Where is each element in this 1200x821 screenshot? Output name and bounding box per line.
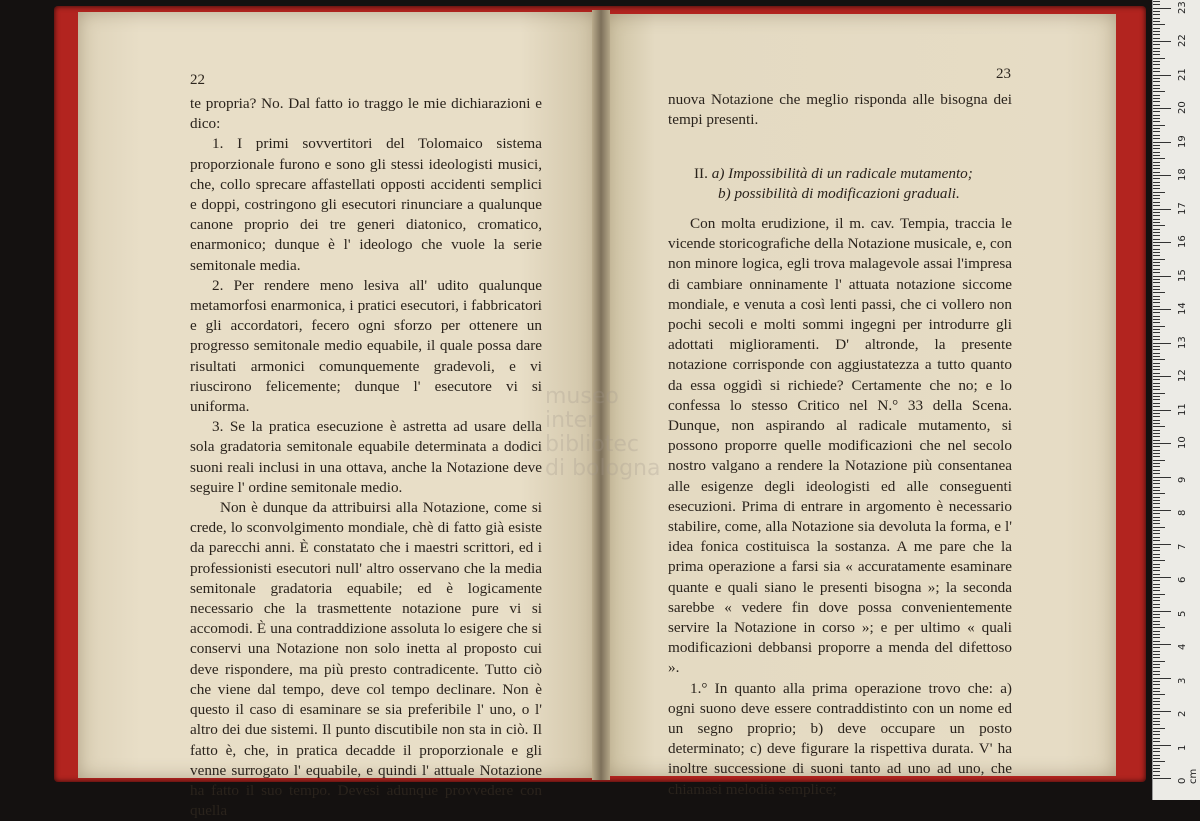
ruler-tick — [1153, 440, 1160, 441]
section-number: II. — [694, 165, 708, 182]
ruler-tick — [1153, 477, 1171, 478]
ruler-tick — [1153, 111, 1160, 112]
ruler-tick — [1153, 383, 1160, 384]
ruler-tick — [1153, 165, 1160, 166]
ruler-tick — [1153, 188, 1160, 189]
ruler-tick — [1153, 517, 1160, 518]
ruler-tick — [1153, 319, 1160, 320]
ruler-tick — [1153, 349, 1160, 350]
ruler-tick — [1153, 356, 1160, 357]
ruler-tick — [1153, 306, 1160, 307]
ruler-tick — [1153, 738, 1160, 739]
ruler-tick — [1153, 651, 1160, 652]
ruler-tick — [1153, 621, 1160, 622]
ruler-tick — [1153, 359, 1165, 360]
ruler-tick — [1153, 644, 1171, 645]
ruler-tick — [1153, 611, 1171, 612]
ruler-tick — [1153, 292, 1165, 293]
ruler-tick — [1153, 145, 1160, 146]
ruler-tick — [1153, 678, 1171, 679]
ruler-tick — [1153, 637, 1160, 638]
ruler-number: 4 — [1177, 643, 1188, 650]
ruler-tick — [1153, 242, 1171, 243]
ruler-tick — [1153, 336, 1160, 337]
ruler-tick — [1153, 745, 1171, 746]
ruler-tick — [1153, 11, 1160, 12]
section-heading-line-1 — [694, 164, 973, 184]
ruler-tick — [1153, 416, 1160, 417]
ruler-tick — [1153, 758, 1160, 759]
ruler-number: 3 — [1177, 677, 1188, 684]
ruler-tick — [1153, 135, 1160, 136]
ruler-tick — [1153, 366, 1160, 367]
ruler-tick — [1153, 138, 1160, 139]
ruler-tick — [1153, 741, 1160, 742]
ruler-tick — [1153, 75, 1171, 76]
ruler-number: 11 — [1177, 402, 1188, 416]
ruler-tick — [1153, 513, 1160, 514]
ruler-tick — [1153, 590, 1160, 591]
ruler-tick — [1153, 44, 1160, 45]
ruler-tick — [1153, 85, 1160, 86]
ruler-tick — [1153, 339, 1160, 340]
ruler-tick — [1153, 91, 1165, 92]
ruler-tick — [1153, 158, 1165, 159]
ruler-tick — [1153, 71, 1160, 72]
ruler-tick — [1153, 302, 1160, 303]
ruler-tick — [1153, 657, 1160, 658]
ruler-tick — [1153, 88, 1160, 89]
ruler-number: 6 — [1177, 576, 1188, 583]
ruler-tick — [1153, 31, 1160, 32]
ruler-tick — [1153, 18, 1160, 19]
ruler-tick — [1153, 627, 1165, 628]
ruler-tick — [1153, 698, 1160, 699]
ruler-tick — [1153, 473, 1160, 474]
ruler-tick — [1153, 614, 1160, 615]
ruler-tick — [1153, 721, 1160, 722]
left-page-number: 22 — [190, 72, 205, 88]
ruler-tick — [1153, 178, 1160, 179]
ruler-tick — [1153, 510, 1171, 511]
ruler-tick — [1153, 215, 1160, 216]
ruler-tick — [1153, 560, 1165, 561]
ruler-tick — [1153, 708, 1160, 709]
ruler-tick — [1153, 664, 1160, 665]
ruler-tick — [1153, 282, 1160, 283]
ruler-tick — [1153, 131, 1160, 132]
ruler-tick — [1153, 577, 1171, 578]
ruler-tick — [1153, 420, 1160, 421]
ruler-tick — [1153, 61, 1160, 62]
ruler-number: 13 — [1177, 335, 1188, 349]
ruler-tick — [1153, 322, 1160, 323]
ruler-tick — [1153, 778, 1171, 779]
ruler-tick — [1153, 399, 1160, 400]
ruler-tick — [1153, 54, 1160, 55]
ruler-tick — [1153, 567, 1160, 568]
ruler-tick — [1153, 691, 1160, 692]
ruler-tick — [1153, 95, 1160, 96]
ruler-tick — [1153, 21, 1160, 22]
ruler-tick — [1153, 641, 1160, 642]
ruler-tick — [1153, 704, 1160, 705]
ruler-tick — [1153, 222, 1160, 223]
ruler-tick — [1153, 162, 1160, 163]
paragraph: te propria? No. Dal fatto io traggo le mie dichiarazioni e dico: — [190, 95, 542, 133]
ruler-tick — [1153, 34, 1160, 35]
ruler-tick — [1153, 413, 1160, 414]
ruler-tick — [1153, 259, 1165, 260]
ruler-tick — [1153, 125, 1165, 126]
ruler-tick — [1153, 728, 1165, 729]
paragraph: Con molta erudizione, il m. cav. Tempia, traccia le vicende storicografiche della Notazione musicale, e, con non minore logica, egli trova malagevole assai l'impresa di cambiare onninamente l' attuata notazione siccome mondiale, e venuta a così lenti passi, che ci vollero non pochi secoli e molti sommi ingegni per introdurre gli adottati miglioramenti. D' altronde, la presente notazione corrisponde con aggiustatezza a tutto quanto da essa oggidì si richiede? Certamente che no; e lo confessa lo stesso Critico nel N.° 33 della Scena. Dunque, non aspirando al radicale mutamento, si possono proporre quelle modificazioni che nel secolo nostro valgano a rendere la Notazione più consentanea alle esigenze degli ideologisti ed alle conseguenti esecuzioni. Prima di entrare in argomento è necessario stabilire, come, alla Notazione sia devoluta la forma, e l' idea fonica costituisca la sostanza. A me pare che la prima operazione a farsi sia « accuratamente esaminare quante e quali siano le presenti bisogna »; la seconda sarebbe « vedere fin dove possa convenientemente servire la Notazione in corso »; e per ultimo « quali modificazioni debbansi proporre a menda del difettoso ». — [668, 215, 1012, 677]
ruler-tick — [1153, 346, 1160, 347]
ruler-tick — [1153, 142, 1171, 143]
ruler-tick — [1153, 105, 1160, 106]
ruler-tick — [1153, 249, 1160, 250]
ruler-tick — [1153, 209, 1171, 210]
ruler-tick — [1153, 14, 1160, 15]
ruler-tick — [1153, 775, 1160, 776]
ruler-tick — [1153, 734, 1160, 735]
ruler-tick — [1153, 503, 1160, 504]
ruler-number: 21 — [1177, 67, 1188, 81]
ruler-tick — [1153, 466, 1160, 467]
ruler-tick — [1153, 507, 1160, 508]
ruler-tick — [1153, 624, 1160, 625]
watermark-line: bibliotec — [545, 432, 639, 457]
ruler-tick — [1153, 436, 1160, 437]
ruler-tick — [1153, 252, 1160, 253]
ruler-tick — [1153, 688, 1160, 689]
ruler-tick — [1153, 299, 1160, 300]
ruler-tick — [1153, 279, 1160, 280]
ruler-tick — [1153, 232, 1160, 233]
ruler-tick — [1153, 58, 1165, 59]
ruler-tick — [1153, 269, 1160, 270]
right-page-body — [668, 214, 1012, 800]
ruler-number: 9 — [1177, 476, 1188, 483]
ruler-tick — [1153, 681, 1160, 682]
ruler-tick — [1153, 198, 1160, 199]
ruler-tick — [1153, 101, 1160, 102]
ruler-tick — [1153, 182, 1160, 183]
ruler-number: 10 — [1177, 436, 1188, 449]
ruler-tick — [1153, 316, 1160, 317]
ruler-tick — [1153, 155, 1160, 156]
ruler-tick — [1153, 326, 1165, 327]
ruler-tick — [1153, 118, 1160, 119]
ruler-tick — [1153, 8, 1171, 9]
ruler-number: 23 — [1177, 0, 1188, 14]
ruler-tick — [1153, 550, 1160, 551]
ruler-tick — [1153, 647, 1160, 648]
ruler-tick — [1153, 296, 1160, 297]
ruler-tick — [1153, 446, 1160, 447]
ruler-tick — [1153, 443, 1171, 444]
ruler-tick — [1153, 229, 1160, 230]
ruler-tick — [1153, 574, 1160, 575]
right-page-number: 23 — [996, 66, 1011, 82]
section-heading-line-2: b) possibilità di modificazioni graduali. — [718, 185, 960, 202]
ruler-tick — [1153, 329, 1160, 330]
ruler-tick — [1153, 453, 1160, 454]
right-page-intro: nuova Notazione che meglio risponda alle bisogna dei tempi presenti. — [668, 91, 1012, 129]
ruler-tick — [1153, 761, 1165, 762]
ruler-tick — [1153, 152, 1160, 153]
ruler-tick — [1153, 175, 1171, 176]
paragraph: 1. I primi sovvertitori del Tolomaico sistema proporzionale furono e sono gli stessi ideologisti musici, che, collo sprecare affastellati opposti accidenti semplici e doppi, costringono gli esecutori rinunciare a qualunque canone proprio dei tre generi diatonico, cromatico, enarmonico; dunque è l' ideologo che vuole la serie semitonale media. — [190, 135, 542, 274]
ruler-tick — [1153, 108, 1171, 109]
ruler-tick — [1153, 456, 1160, 457]
ruler-tick — [1153, 547, 1160, 548]
ruler-number: 12 — [1177, 369, 1188, 382]
ruler-tick — [1153, 168, 1160, 169]
ruler-tick — [1153, 490, 1160, 491]
ruler-tick — [1153, 718, 1160, 719]
ruler-tick — [1153, 343, 1171, 344]
ruler-tick — [1153, 554, 1160, 555]
ruler-tick — [1153, 396, 1160, 397]
ruler-tick — [1153, 265, 1160, 266]
paragraph: 2. Per rendere meno lesiva all' udito qualunque metamorfosi enarmonica, i pratici esecutori, i fabbricatori e gli accordatori, fecero ogni sforzo per ottenere un progresso semitonale medio equabile, il quale possa dare risultati armonici comunquemente gradevoli, e vi riuscirono felicemente; dunque l' esecutore vi si uniforma. — [190, 276, 542, 416]
ruler-tick — [1153, 51, 1160, 52]
ruler-tick — [1153, 24, 1165, 25]
ruler-tick — [1153, 450, 1160, 451]
ruler-tick — [1153, 674, 1160, 675]
ruler-tick — [1153, 195, 1160, 196]
ruler-tick — [1153, 81, 1160, 82]
ruler-number: 18 — [1177, 168, 1188, 181]
ruler-tick — [1153, 4, 1160, 5]
left-page-body — [190, 94, 542, 821]
library-watermark — [545, 385, 665, 515]
ruler-tick — [1153, 731, 1160, 732]
ruler-tick — [1153, 403, 1160, 404]
ruler-tick — [1153, 28, 1160, 29]
ruler-tick — [1153, 410, 1171, 411]
ruler-tick — [1153, 748, 1160, 749]
ruler-tick — [1153, 205, 1160, 206]
ruler-tick — [1153, 500, 1160, 501]
ruler-tick — [1153, 671, 1160, 672]
ruler-number: 1 — [1177, 744, 1188, 751]
measurement-ruler — [1152, 0, 1200, 800]
ruler-tick — [1153, 483, 1160, 484]
ruler-tick — [1153, 493, 1165, 494]
ruler-tick — [1153, 684, 1160, 685]
ruler-tick — [1153, 426, 1165, 427]
ruler-tick — [1153, 600, 1160, 601]
watermark-line: museo inter — [545, 384, 619, 433]
ruler-tick — [1153, 634, 1160, 635]
ruler-tick — [1153, 115, 1160, 116]
ruler-number: 7 — [1177, 543, 1188, 550]
ruler-tick — [1153, 497, 1160, 498]
paragraph: Non è dunque da attribuirsi alla Notazione, come si crede, lo sconvolgimento mondiale, chè di fatto già esiste da parecchi anni. È constatato che i maestri scrittori, ed i professionisti esecutori null' altro osservano che la media semitonale gradatoria equabile; ed è logicamente necessario che la trasmettente notazione pure vi si accomodi. È una contraddizione assoluta lo esigere che si conservi una Notazione non solo inetta al proposto cui deve rispondere, ma più presto contradicente. Tutto ciò che viene dal tempo, deve col tempo declinare. Non è questo il caso di esaminare se sia preferibile l' uno, o l' altro dei due sistemi. Il punto discutibile non sta in ciò. Il fatto è, che, in pratica decadde il proporzionale e gli venne surrogato l' equabile, e quindi l' attuale Notazione ha fatto il suo tempo. Devesi adunque provvedere con quella — [190, 499, 542, 820]
ruler-tick — [1153, 185, 1160, 186]
ruler-tick — [1153, 262, 1160, 263]
ruler-tick — [1153, 255, 1160, 256]
ruler-tick — [1153, 523, 1160, 524]
ruler-tick — [1153, 286, 1160, 287]
ruler-tick — [1153, 332, 1160, 333]
ruler-tick — [1153, 724, 1160, 725]
ruler-tick — [1153, 48, 1160, 49]
ruler-tick — [1153, 433, 1160, 434]
ruler-tick — [1153, 694, 1165, 695]
ruler-tick — [1153, 460, 1165, 461]
ruler-tick — [1153, 527, 1165, 528]
ruler-tick — [1153, 580, 1160, 581]
ruler-tick — [1153, 406, 1160, 407]
ruler-tick — [1153, 312, 1160, 313]
ruler-tick — [1153, 540, 1160, 541]
ruler-tick — [1153, 389, 1160, 390]
ruler-tick — [1153, 765, 1160, 766]
ruler-tick — [1153, 379, 1160, 380]
ruler-tick — [1153, 654, 1160, 655]
ruler-tick — [1153, 520, 1160, 521]
ruler-tick — [1153, 594, 1165, 595]
ruler-number: 5 — [1177, 610, 1188, 617]
ruler-tick — [1153, 597, 1160, 598]
ruler-tick — [1153, 289, 1160, 290]
ruler-tick — [1153, 755, 1160, 756]
ruler-number: 22 — [1177, 34, 1188, 47]
ruler-number: 8 — [1177, 509, 1188, 516]
ruler-tick — [1153, 557, 1160, 558]
paragraph: 1.° In quanto alla prima operazione trovo che: a) ogni suono deve essere contraddistinto con un nome ed un segno proprio; b) deve occupare un posto determinato; c) deve figurare la rispettiva durata. V' ha inoltre successione di suoni tanto ad uno ad uno, che chiamasi melodia semplice; — [668, 679, 1012, 798]
ruler-tick — [1153, 373, 1160, 374]
ruler-tick — [1153, 711, 1171, 712]
ruler-tick — [1153, 537, 1160, 538]
ruler-tick — [1153, 487, 1160, 488]
watermark-line: di bologna — [545, 456, 661, 481]
ruler-tick — [1153, 41, 1171, 42]
ruler-tick — [1153, 219, 1160, 220]
ruler-tick — [1153, 121, 1160, 122]
ruler-tick — [1153, 376, 1171, 377]
ruler-tick — [1153, 272, 1160, 273]
ruler-tick — [1153, 38, 1160, 39]
ruler-tick — [1153, 363, 1160, 364]
ruler-tick — [1153, 225, 1165, 226]
ruler-tick — [1153, 98, 1160, 99]
ruler-tick — [1153, 570, 1160, 571]
ruler-unit-label: 0 cm — [1177, 768, 1199, 784]
ruler-tick — [1153, 604, 1160, 605]
ruler-number: 17 — [1177, 201, 1188, 215]
ruler-number: 16 — [1177, 235, 1188, 248]
ruler-number: 19 — [1177, 134, 1188, 148]
ruler-tick — [1153, 607, 1160, 608]
ruler-number: 20 — [1177, 101, 1188, 114]
section-heading-text: a) Impossibilità di un radicale mutamento; — [711, 165, 973, 182]
ruler-tick — [1153, 68, 1160, 69]
ruler-number: 2 — [1177, 710, 1188, 717]
ruler-number: 15 — [1177, 268, 1188, 282]
ruler-tick — [1153, 667, 1160, 668]
ruler-tick — [1153, 148, 1160, 149]
ruler-tick — [1153, 587, 1160, 588]
ruler-tick — [1153, 78, 1160, 79]
ruler-tick — [1153, 463, 1160, 464]
ruler-tick — [1153, 544, 1171, 545]
ruler-tick — [1153, 617, 1160, 618]
ruler-tick — [1153, 128, 1160, 129]
ruler-number: 14 — [1177, 302, 1188, 315]
ruler-tick — [1153, 430, 1160, 431]
ruler-tick — [1153, 239, 1160, 240]
ruler-tick — [1153, 564, 1160, 565]
ruler-tick — [1153, 771, 1160, 772]
ruler-tick — [1153, 309, 1171, 310]
ruler-tick — [1153, 661, 1165, 662]
ruler-tick — [1153, 245, 1160, 246]
ruler-tick — [1153, 172, 1160, 173]
ruler-tick — [1153, 386, 1160, 387]
ruler-tick — [1153, 533, 1160, 534]
ruler-tick — [1153, 751, 1160, 752]
ruler-tick — [1153, 480, 1160, 481]
ruler-tick — [1153, 584, 1160, 585]
ruler-tick — [1153, 768, 1160, 769]
ruler-tick — [1153, 276, 1171, 277]
ruler-tick — [1153, 192, 1165, 193]
ruler-tick — [1153, 393, 1165, 394]
paragraph: 3. Se la pratica esecuzione è astretta ad usare della sola gradatoria semitonale equabile determinata a dodici suoni reali inclusi in una ottava, anche la Notazione deve seguire l' ordine semitonale medio. — [190, 418, 542, 496]
ruler-tick — [1153, 530, 1160, 531]
ruler-tick — [1153, 235, 1160, 236]
ruler-tick — [1153, 631, 1160, 632]
ruler-tick — [1153, 1, 1160, 2]
ruler-tick — [1153, 353, 1160, 354]
ruler-tick — [1153, 423, 1160, 424]
ruler-tick — [1153, 202, 1160, 203]
ruler-tick — [1153, 470, 1160, 471]
ruler-tick — [1153, 701, 1160, 702]
ruler-tick — [1153, 212, 1160, 213]
ruler-tick — [1153, 369, 1160, 370]
ruler-tick — [1153, 714, 1160, 715]
ruler-tick — [1153, 64, 1160, 65]
